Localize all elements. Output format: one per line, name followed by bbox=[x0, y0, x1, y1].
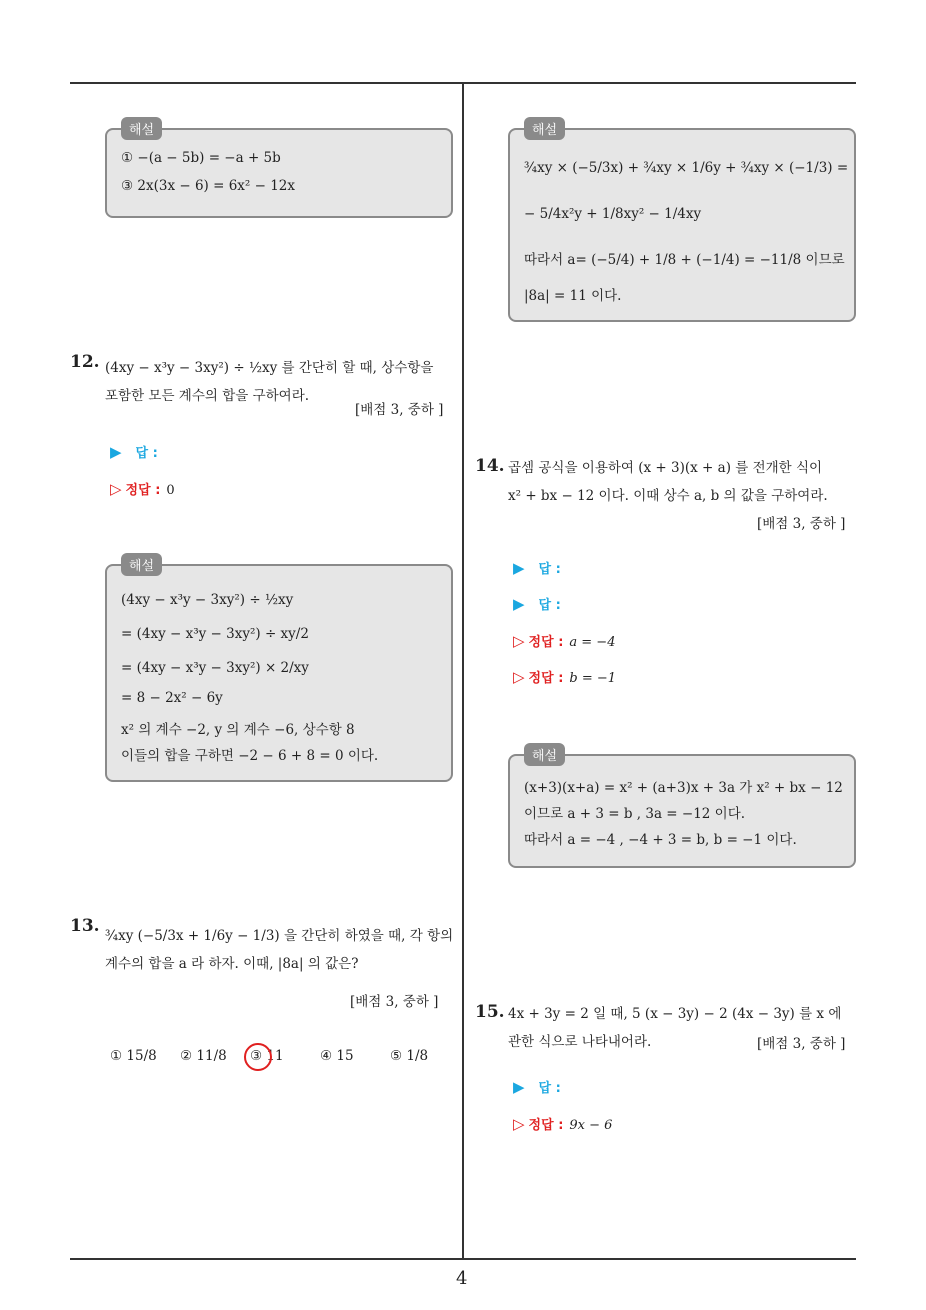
question-line: 곱셈 공식을 이용하여 (x + 3)(x + a) 를 전개한 식이 bbox=[508, 460, 823, 476]
page-number: 4 bbox=[456, 1268, 468, 1289]
play-icon: ▶ bbox=[513, 1078, 525, 1096]
question-number: 12. bbox=[70, 352, 100, 372]
correct-label: 정답 : bbox=[528, 635, 564, 650]
question-line: 관한 식으로 나타내어라. bbox=[508, 1034, 652, 1050]
solution-line: ③ 2x(3x − 6) = 6x² − 12x bbox=[121, 178, 296, 194]
solution-tag: 해설 bbox=[524, 743, 565, 766]
correct-value: b = −1 bbox=[569, 671, 617, 686]
answer-label: 답 : bbox=[538, 598, 561, 613]
play-icon: ▶ bbox=[513, 559, 525, 577]
question-line: x² + bx − 12 이다. 이때 상수 a, b 의 값을 구하여라. bbox=[508, 488, 828, 504]
correct-answer-row bbox=[513, 631, 615, 650]
solution-line: 따라서 a = −4 , −4 + 3 = b, b = −1 이다. bbox=[524, 832, 797, 848]
solution-line: ① −(a − 5b) = −a + 5b bbox=[121, 150, 281, 166]
answer-label: 답 : bbox=[538, 1081, 561, 1096]
choice-2[interactable]: ② 11/8 bbox=[180, 1048, 227, 1064]
answer-row bbox=[110, 442, 158, 461]
question-line-text: 포함한 모든 계수의 합을 구하여라. bbox=[105, 388, 310, 404]
question-number: 13. bbox=[70, 916, 100, 936]
question-text bbox=[105, 922, 460, 978]
solution-line: x² 의 계수 −2, y 의 계수 −6, 상수항 8 bbox=[121, 722, 355, 738]
score-meta: [배점 3, 중하 ] bbox=[355, 402, 444, 418]
column-divider bbox=[462, 84, 464, 1260]
score-meta: [배점 3, 중하 ] bbox=[757, 516, 846, 532]
triangle-outline-icon: ▷ bbox=[513, 632, 525, 650]
answer-label: 답 : bbox=[135, 446, 158, 461]
correct-value: 0 bbox=[166, 483, 175, 498]
question-line: 4x + 3y = 2 일 때, 5 (x − 3y) − 2 (4x − 3y) 를 x 에 bbox=[508, 1006, 842, 1022]
triangle-outline-icon: ▷ bbox=[513, 1115, 525, 1133]
solution-line: = (4xy − x³y − 3xy²) × 2/xy bbox=[121, 660, 309, 676]
correct-answer-row bbox=[110, 479, 175, 498]
solution-line: − 5/4x²y + 1/8xy² − 1/4xy bbox=[524, 206, 702, 222]
play-icon: ▶ bbox=[513, 595, 525, 613]
solution-box-12 bbox=[105, 559, 453, 782]
triangle-outline-icon: ▷ bbox=[513, 668, 525, 686]
answer-row bbox=[513, 558, 561, 577]
answer-row bbox=[513, 594, 561, 613]
solution-tag: 해설 bbox=[524, 117, 565, 140]
solution-line: 이들의 합을 구하면 −2 − 6 + 8 = 0 이다. bbox=[121, 748, 379, 764]
choice-5[interactable]: ⑤ 1/8 bbox=[390, 1048, 429, 1064]
solution-line: (4xy − x³y − 3xy²) ÷ ½xy bbox=[121, 592, 294, 608]
solution-line: 이므로 a + 3 = b , 3a = −12 이다. bbox=[524, 806, 746, 822]
question-line: 계수의 합을 a 라 하자. 이때, |8a| 의 값은? bbox=[105, 956, 359, 972]
solution-box-14 bbox=[508, 749, 856, 868]
correct-value: 9x − 6 bbox=[569, 1118, 613, 1133]
choice-4[interactable]: ④ 15 bbox=[320, 1048, 354, 1064]
solution-line: = 8 − 2x² − 6y bbox=[121, 690, 223, 706]
correct-label: 정답 : bbox=[125, 483, 161, 498]
bottom-rule bbox=[70, 1258, 856, 1260]
choice-1[interactable]: ① 15/8 bbox=[110, 1048, 157, 1064]
correct-answer-row bbox=[513, 1114, 612, 1133]
answer-label: 답 : bbox=[538, 562, 561, 577]
play-icon: ▶ bbox=[110, 443, 122, 461]
correct-label: 정답 : bbox=[528, 1118, 564, 1133]
score-meta: [배점 3, 중하 ] bbox=[757, 1036, 846, 1052]
solution-line: = (4xy − x³y − 3xy²) ÷ xy/2 bbox=[121, 626, 309, 642]
solution-line: ¾xy × (−5/3x) + ¾xy × 1/6y + ¾xy × (−1/3) = bbox=[524, 160, 849, 176]
choice-3[interactable]: ③ 11 bbox=[250, 1048, 284, 1064]
correct-label: 정답 : bbox=[528, 671, 564, 686]
question-line: (4xy − x³y − 3xy²) ÷ ½xy 를 간단히 할 때, 상수항을 bbox=[105, 360, 434, 376]
triangle-outline-icon: ▷ bbox=[110, 480, 122, 498]
question-text bbox=[508, 454, 860, 510]
selected-choice-mark bbox=[244, 1043, 272, 1071]
question-line: ¾xy (−5/3x + 1/6y − 1/3) 을 간단히 하였을 때, 각 항의 bbox=[105, 928, 454, 944]
solution-line: |8a| = 11 이다. bbox=[524, 288, 622, 304]
solution-line: (x+3)(x+a) = x² + (a+3)x + 3a 가 x² + bx − 12 bbox=[524, 780, 843, 796]
answer-row bbox=[513, 1077, 561, 1096]
solution-line: 따라서 a= (−5/4) + 1/8 + (−1/4) = −11/8 이므로 bbox=[524, 252, 845, 268]
solution-tag: 해설 bbox=[121, 553, 162, 576]
score-meta: [배점 3, 중하 ] bbox=[350, 994, 439, 1010]
solution-box-11 bbox=[105, 123, 453, 218]
question-number: 15. bbox=[475, 1002, 505, 1022]
solution-tag: 해설 bbox=[121, 117, 162, 140]
solution-box-13 bbox=[508, 123, 856, 322]
question-number: 14. bbox=[475, 456, 505, 476]
correct-answer-row bbox=[513, 667, 616, 686]
correct-value: a = −4 bbox=[569, 635, 616, 650]
